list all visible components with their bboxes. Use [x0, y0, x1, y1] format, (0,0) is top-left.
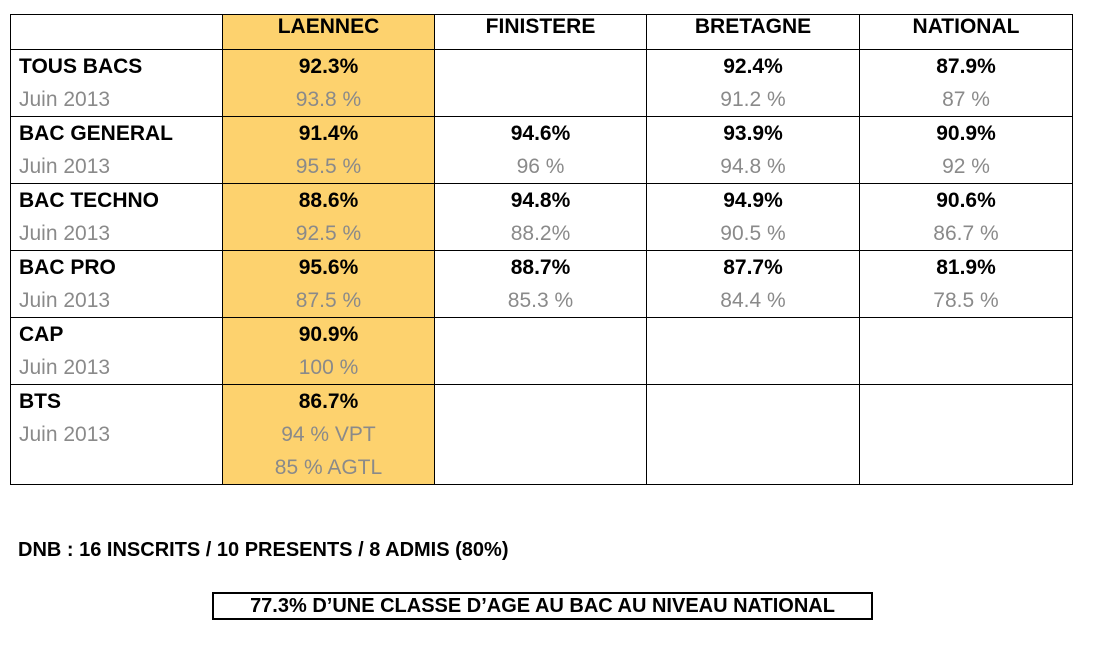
bretagne-cell: [647, 251, 860, 318]
row-spacer: [11, 451, 222, 484]
table-row: [11, 385, 1073, 485]
finistere-value: 88.7%: [510, 256, 571, 279]
finistere-value: 94.8%: [510, 189, 571, 212]
finistere-2013-value: 96 %: [516, 155, 565, 178]
bretagne-cell: [647, 184, 860, 251]
row-category: CAP: [19, 323, 64, 346]
national-2013-value: 86.7 %: [933, 222, 999, 245]
national-cell: [860, 184, 1073, 251]
dnb-summary: DNB : 16 INSCRITS / 10 PRESENTS / 8 ADMIS (80%): [18, 539, 509, 561]
national-cell: [860, 318, 1073, 385]
row-label-cell: [11, 50, 223, 117]
finistere-value: [435, 318, 646, 351]
row-sublabel: Juin 2013: [19, 423, 111, 446]
row-category: BTS: [19, 390, 61, 413]
finistere-cell: [435, 184, 647, 251]
national-value: [860, 318, 1072, 351]
national-2013-value: [860, 418, 1072, 451]
header-national: NATIONAL: [860, 15, 1073, 50]
laennec-2013-value: 92.5 %: [295, 222, 362, 245]
table-row: [11, 318, 1073, 385]
national-value: [860, 385, 1072, 418]
bretagne-value: [647, 318, 859, 351]
finistere-cell: [435, 385, 647, 485]
row-label-cell: [11, 318, 223, 385]
row-label-cell: [11, 385, 223, 485]
row-sublabel: Juin 2013: [19, 155, 111, 178]
bretagne-2013-value: 94.8 %: [720, 155, 786, 178]
national-cell: [860, 50, 1073, 117]
bretagne-value: [647, 385, 859, 418]
bretagne-cell: [647, 385, 860, 485]
laennec-cell: [223, 385, 435, 485]
bretagne-2013-value: [647, 351, 859, 384]
row-label-cell: [11, 184, 223, 251]
finistere-value: [435, 50, 646, 83]
bretagne-cell: [647, 50, 860, 117]
bretagne-value: 87.7%: [723, 256, 783, 279]
row-category: BAC GENERAL: [19, 122, 174, 145]
table-row: [11, 117, 1073, 184]
results-table: [10, 14, 1073, 485]
finistere-2013-value: 85.3 %: [507, 289, 574, 312]
header-corner: [11, 15, 223, 50]
laennec-value: 86.7%: [298, 390, 359, 413]
row-sublabel: Juin 2013: [19, 289, 111, 312]
bretagne-value: 94.9%: [723, 189, 783, 212]
national-2013-value: 78.5 %: [933, 289, 999, 312]
laennec-2013-value: 93.8 %: [295, 88, 362, 111]
laennec-cell: [223, 117, 435, 184]
header-row: [11, 15, 1073, 50]
bretagne-value: 93.9%: [723, 122, 783, 145]
row-category: TOUS BACS: [19, 55, 143, 78]
row-sublabel: Juin 2013: [19, 88, 111, 111]
laennec-2013-value: 94 % VPT: [281, 423, 376, 446]
national-value: 87.9%: [936, 55, 996, 78]
finistere-cell: [435, 251, 647, 318]
row-sublabel: Juin 2013: [19, 222, 111, 245]
finistere-cell: [435, 117, 647, 184]
laennec-2013-value: 95.5 %: [295, 155, 362, 178]
table-row: [11, 184, 1073, 251]
table-row: [11, 251, 1073, 318]
finistere-2013-value: [435, 418, 646, 451]
bretagne-cell: [647, 117, 860, 184]
laennec-2013-value: 100 %: [298, 356, 359, 379]
bretagne-2013-value: 90.5 %: [720, 222, 786, 245]
bretagne-2013-value: [647, 418, 859, 451]
finistere-2013-value: 88.2%: [510, 222, 571, 245]
national-cell: [860, 251, 1073, 318]
finistere-value: [435, 385, 646, 418]
national-value: 81.9%: [936, 256, 996, 279]
header-bretagne: BRETAGNE: [647, 15, 860, 50]
row-category: BAC TECHNO: [19, 189, 159, 212]
national-2013-value: [860, 351, 1072, 384]
bretagne-cell: [647, 318, 860, 385]
header-laennec: LAENNEC: [223, 15, 435, 50]
laennec-value: 92.3%: [298, 55, 359, 78]
national-value: 90.6%: [936, 189, 996, 212]
laennec-cell: [223, 184, 435, 251]
laennec-cell: [223, 50, 435, 117]
laennec-value: 88.6%: [298, 189, 359, 212]
national-2013-value: 87 %: [942, 88, 990, 111]
laennec-2013-extra-value: 85 % AGTL: [274, 456, 383, 479]
national-cell: [860, 385, 1073, 485]
table-row: [11, 50, 1073, 117]
finistere-cell: [435, 318, 647, 385]
national-note-box: 77.3% D’UNE CLASSE D’AGE AU BAC AU NIVEAU NATIONAL: [212, 592, 873, 620]
bretagne-2013-value: 84.4 %: [720, 289, 786, 312]
header-finistere: FINISTERE: [435, 15, 647, 50]
laennec-2013-value: 87.5 %: [295, 289, 362, 312]
national-value: 90.9%: [936, 122, 996, 145]
bretagne-value: 92.4%: [723, 55, 783, 78]
laennec-cell: [223, 251, 435, 318]
row-label-cell: [11, 117, 223, 184]
bretagne-2013-value: 91.2 %: [720, 88, 786, 111]
finistere-value: 94.6%: [510, 122, 571, 145]
finistere-2013-value: [435, 351, 646, 384]
row-category: BAC PRO: [19, 256, 116, 279]
laennec-value: 95.6%: [298, 256, 359, 279]
laennec-value: 91.4%: [298, 122, 359, 145]
row-sublabel: Juin 2013: [19, 356, 111, 379]
laennec-value: 90.9%: [298, 323, 359, 346]
finistere-cell: [435, 50, 647, 117]
finistere-2013-value: [435, 83, 646, 116]
national-2013-value: 92 %: [942, 155, 990, 178]
national-cell: [860, 117, 1073, 184]
row-label-cell: [11, 251, 223, 318]
laennec-cell: [223, 318, 435, 385]
